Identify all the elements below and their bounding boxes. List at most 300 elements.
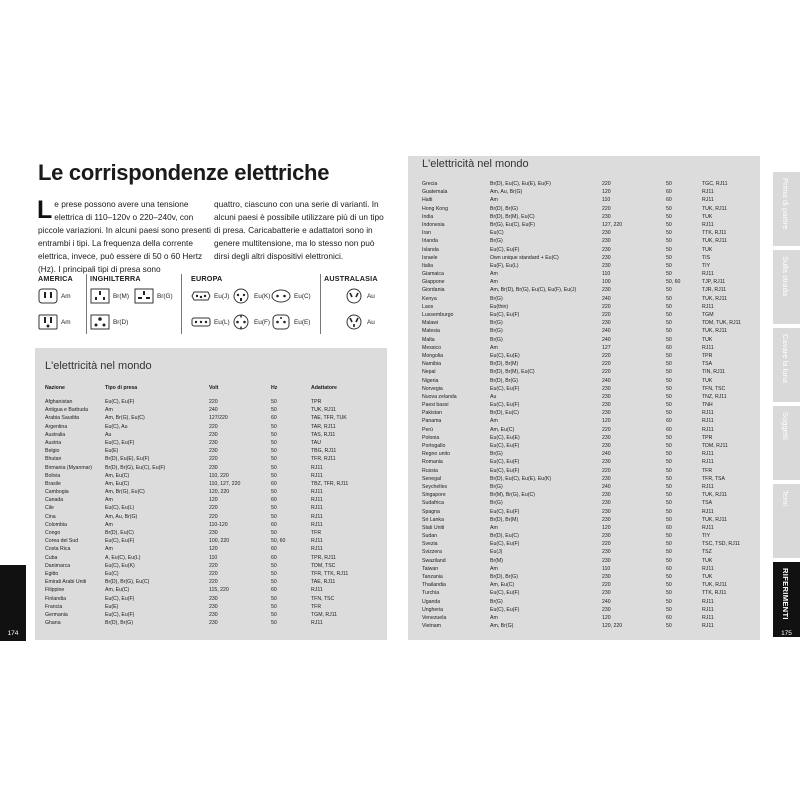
table-row bbox=[45, 472, 381, 480]
plug-australian bbox=[344, 288, 375, 304]
table-cell: TUK, RJ11 bbox=[702, 295, 727, 302]
table-cell: 50 bbox=[666, 459, 672, 466]
table-cell: 50 bbox=[666, 541, 672, 548]
table-cell: Finlandia bbox=[45, 595, 67, 602]
table-cell: TNZ, RJ11 bbox=[702, 393, 727, 400]
tab-label: Cavare la luna bbox=[781, 334, 790, 383]
table-cell: Own unique standard + Eu(C) bbox=[490, 254, 559, 261]
table-cell: RJ11 bbox=[702, 418, 714, 425]
table-row bbox=[422, 229, 756, 237]
table-cell: Haiti bbox=[422, 197, 433, 204]
table-cell: Nigeria bbox=[422, 377, 439, 384]
table-cell: Br(D), Br(G) bbox=[105, 620, 133, 627]
table-cell: 230 bbox=[602, 549, 611, 556]
table-cell: 50 bbox=[666, 271, 672, 278]
table-cell: 230 bbox=[602, 574, 611, 580]
table-cell: 60 bbox=[271, 497, 277, 504]
table-cell: TJR, RJ11 bbox=[702, 287, 727, 294]
table-cell: Arabia Saudita bbox=[45, 415, 80, 422]
table-cell: 50 bbox=[666, 590, 672, 597]
plug-euro-j bbox=[191, 288, 229, 304]
table-row bbox=[422, 589, 756, 597]
table-cell: 230 bbox=[602, 590, 611, 597]
table-cell: 120, 220 bbox=[602, 623, 623, 630]
table-cell: Venezuela bbox=[422, 614, 447, 621]
table-cell: 50 bbox=[666, 238, 672, 245]
table-cell: 240 bbox=[602, 483, 611, 490]
table-row bbox=[45, 603, 381, 611]
table-cell: 50, 60 bbox=[666, 279, 681, 286]
table-cell: 50 bbox=[666, 533, 672, 540]
table-row bbox=[45, 464, 381, 472]
table-cell: TTK, RJ11 bbox=[702, 230, 727, 237]
table-cell: 50 bbox=[666, 598, 672, 605]
table-cell: TUK bbox=[702, 213, 713, 220]
table-cell: Sudan bbox=[422, 533, 438, 540]
table-cell: Br(D), Eu(C) bbox=[105, 530, 134, 536]
table-cell: TAS, RJ11 bbox=[311, 431, 336, 438]
table-cell: 50 bbox=[271, 513, 277, 520]
table-cell: Eu(thin) bbox=[490, 303, 509, 310]
table-cell: 110, 220 bbox=[209, 472, 229, 479]
table-cell: 50, 60 bbox=[271, 538, 286, 545]
plug-american-icon bbox=[38, 288, 58, 304]
table-cell: TIY bbox=[702, 533, 711, 540]
table-cell: 60 bbox=[666, 189, 672, 196]
table-cell: Br(D), Eu(C), Eu(E), Eu(F) bbox=[490, 181, 551, 187]
table-row bbox=[422, 262, 756, 270]
electricity-table-left bbox=[35, 348, 387, 640]
plug-euro-f-icon bbox=[231, 314, 251, 330]
tab-riferimenti[interactable] bbox=[773, 562, 800, 632]
table-cell: Am, Eu(C) bbox=[490, 582, 515, 589]
table-cell: Belgio bbox=[45, 448, 60, 455]
table-cell: 220 bbox=[209, 562, 218, 569]
plug-label: Eu(K) bbox=[254, 292, 271, 300]
table-cell: 230 bbox=[602, 443, 611, 449]
table-row bbox=[422, 336, 756, 344]
table-title: L'elettricità nel mondo bbox=[45, 360, 152, 372]
table-cell: Br(G), Eu(C), Eu(F) bbox=[490, 221, 535, 228]
table-cell: TDM, RJ11 bbox=[702, 443, 728, 449]
table-cell: RJ11 bbox=[702, 614, 714, 621]
table-cell: Nepal bbox=[422, 369, 436, 376]
table-cell: 50 bbox=[666, 508, 672, 515]
table-cell: Eu(C), Eu(F) bbox=[490, 385, 520, 392]
table-cell: RJ11 bbox=[702, 508, 714, 515]
table-body bbox=[45, 384, 381, 627]
table-cell: 220 bbox=[602, 181, 611, 187]
table-cell: 115, 220 bbox=[209, 587, 229, 594]
table-cell: 220 bbox=[602, 352, 611, 359]
table-cell: Tanzania bbox=[422, 574, 443, 580]
table-cell: Islanda bbox=[422, 246, 439, 253]
table-cell: 50 bbox=[666, 492, 672, 499]
table-cell: 230 bbox=[602, 475, 611, 482]
table-cell: 230 bbox=[602, 230, 611, 237]
table-cell: Au bbox=[490, 393, 497, 400]
drop-cap: L bbox=[37, 196, 53, 224]
table-cell: Eu(C), Eu(F) bbox=[490, 402, 520, 409]
table-row bbox=[45, 595, 381, 603]
table-cell: 60 bbox=[271, 587, 277, 594]
table-cell: Am bbox=[490, 614, 498, 621]
table-row bbox=[422, 409, 756, 417]
table-row bbox=[422, 548, 756, 556]
table-cell: TJP, RJ11 bbox=[702, 279, 726, 286]
table-cell: Giordania bbox=[422, 287, 445, 294]
table-cell: RJ11 bbox=[311, 538, 323, 545]
table-cell: Eu(J) bbox=[490, 549, 503, 556]
table-cell: Eu(C) bbox=[105, 570, 119, 577]
table-cell: 50 bbox=[666, 410, 672, 417]
table-cell: Danimarca bbox=[45, 562, 71, 569]
plug-australian-grounded bbox=[344, 314, 375, 330]
plug-label: Au bbox=[367, 318, 375, 326]
table-row bbox=[422, 180, 756, 188]
table-title: L'elettricità nel mondo bbox=[422, 158, 529, 170]
table-cell: 50 bbox=[271, 489, 277, 496]
table-cell: 230 bbox=[209, 439, 218, 446]
region-divider bbox=[320, 274, 321, 334]
table-cell: Br(G) bbox=[490, 483, 503, 490]
table-cell: TSA bbox=[702, 361, 713, 368]
table-cell: 50 bbox=[271, 399, 277, 405]
table-cell: 60 bbox=[666, 524, 672, 531]
plug-euro-c bbox=[271, 288, 311, 304]
plug-label: Eu(E) bbox=[294, 318, 311, 326]
table-row bbox=[422, 581, 756, 589]
table-cell: 50 bbox=[271, 448, 277, 455]
table-cell: 220 bbox=[209, 570, 218, 577]
table-cell: 230 bbox=[602, 410, 611, 417]
table-cell: 60 bbox=[666, 426, 672, 433]
table-cell: 240 bbox=[602, 328, 611, 335]
table-cell: 120 bbox=[209, 497, 218, 504]
table-cell: Br(D), Eu(C), Eu(E), Eu(K) bbox=[490, 475, 552, 482]
table-cell: Am bbox=[105, 407, 113, 414]
table-row bbox=[45, 586, 381, 594]
table-cell: Ghana bbox=[45, 620, 61, 627]
table-cell: TAE, RJ11 bbox=[311, 579, 336, 586]
table-row bbox=[422, 221, 756, 229]
table-row bbox=[422, 622, 756, 630]
table-cell: Eu(F), Eu(L) bbox=[490, 262, 519, 269]
table-cell: Francia bbox=[45, 603, 63, 610]
table-row bbox=[422, 303, 756, 311]
table-cell: 50 bbox=[666, 606, 672, 613]
table-cell: RJ11 bbox=[311, 546, 323, 553]
table-row bbox=[45, 529, 381, 537]
table-row bbox=[422, 368, 756, 376]
table-cell: TFR, RJ11 bbox=[311, 456, 336, 463]
table-cell: Eu(C), Au bbox=[105, 423, 128, 430]
table-cell: Romania bbox=[422, 459, 443, 466]
table-cell: 60 bbox=[666, 344, 672, 351]
table-cell: Eu(C), Eu(E) bbox=[490, 434, 520, 441]
table-cell: Singapore bbox=[422, 492, 446, 499]
table-cell: Giappone bbox=[422, 279, 445, 286]
table-row bbox=[422, 614, 756, 622]
table-cell: 50 bbox=[666, 549, 672, 556]
table-cell: 230 bbox=[602, 320, 611, 327]
table-cell: Birmania (Myanmar) bbox=[45, 464, 92, 471]
table-cell: 220 bbox=[209, 423, 218, 430]
plug-label: Au bbox=[367, 292, 375, 300]
table-cell: RJ11 bbox=[702, 189, 714, 196]
table-row bbox=[422, 565, 756, 573]
table-cell: RJ11 bbox=[702, 221, 714, 228]
table-cell: Eu(C), Eu(F) bbox=[105, 595, 135, 602]
table-row bbox=[45, 414, 381, 422]
table-row bbox=[422, 557, 756, 565]
table-cell: Namibia bbox=[422, 361, 442, 368]
page-title: Le corrispondenze elettriche bbox=[38, 160, 330, 185]
table-cell: 50 bbox=[666, 500, 672, 507]
table-cell: Am bbox=[490, 524, 498, 531]
table-row bbox=[45, 521, 381, 529]
table-cell: 230 bbox=[602, 434, 611, 441]
table-cell: Cuba bbox=[45, 554, 58, 561]
table-row bbox=[45, 439, 381, 447]
plug-australian-icon bbox=[344, 288, 364, 304]
table-cell: TIY bbox=[702, 262, 711, 269]
table-cell: 60 bbox=[271, 480, 277, 487]
table-cell: 50 bbox=[666, 467, 672, 474]
table-cell: 230 bbox=[209, 611, 218, 618]
table-cell: Malesia bbox=[422, 328, 440, 335]
table-cell: 240 bbox=[602, 295, 611, 302]
table-header-row bbox=[45, 384, 381, 398]
plug-label: Eu(J) bbox=[214, 292, 230, 300]
table-cell: 110 bbox=[602, 565, 611, 572]
table-cell: Eu(C), Eu(F) bbox=[105, 538, 135, 545]
table-cell: 110 bbox=[209, 554, 218, 561]
table-row bbox=[45, 455, 381, 463]
table-cell: TBZ, TFR, RJ11 bbox=[311, 480, 349, 487]
tab-temi[interactable] bbox=[773, 484, 800, 558]
table-cell: 230 bbox=[602, 557, 611, 564]
intro-text-1: e prese possono avere una tensione elettrica di 110–120v o 220–240v, con piccole variazioni. In alcuni paesi sono presenti entrambi i tipi. La frequenza della corrente elettrica, invece, può essere di 50 o 60 Hertz (Hz). I principali tipi di presa sono bbox=[38, 199, 211, 274]
region-label: INGHILTERRA bbox=[90, 274, 141, 283]
table-row bbox=[422, 467, 756, 475]
table-cell: RJ11 bbox=[702, 426, 714, 433]
table-cell: RJ11 bbox=[311, 497, 323, 504]
table-row bbox=[45, 480, 381, 488]
table-row bbox=[45, 562, 381, 570]
table-cell: 50 bbox=[666, 213, 672, 220]
table-cell: 50 bbox=[666, 402, 672, 409]
table-cell: 240 bbox=[602, 336, 611, 343]
table-cell: Am, Au, Br(G) bbox=[105, 513, 138, 520]
table-row bbox=[422, 540, 756, 548]
table-cell: 230 bbox=[602, 508, 611, 515]
table-row bbox=[422, 254, 756, 262]
table-cell: 230 bbox=[602, 459, 611, 466]
table-cell: Ungheria bbox=[422, 606, 444, 613]
table-row bbox=[45, 578, 381, 586]
table-cell: 120 bbox=[209, 546, 218, 553]
table-row bbox=[422, 573, 756, 581]
table-cell: Br(D), Br(M), Eu(C) bbox=[490, 369, 535, 376]
table-cell: TAE, TFR, TUK bbox=[311, 415, 347, 422]
table-cell: 120 bbox=[602, 524, 611, 531]
table-cell: 50 bbox=[271, 562, 277, 569]
table-cell: 50 bbox=[666, 443, 672, 449]
table-cell: 50 bbox=[666, 254, 672, 261]
plug-british-d-icon bbox=[90, 314, 110, 330]
table-row bbox=[422, 598, 756, 606]
table-cell: TFN, TSC bbox=[702, 385, 726, 392]
plug-euro-l-icon bbox=[191, 314, 211, 330]
plug-label: Am bbox=[61, 292, 71, 300]
plug-american-grounded-icon bbox=[38, 314, 58, 330]
table-cell: 50 bbox=[666, 557, 672, 564]
table-cell: 220 bbox=[602, 541, 611, 548]
table-cell: Eu(E) bbox=[105, 448, 119, 455]
table-cell: RJ11 bbox=[702, 565, 714, 572]
table-row bbox=[45, 554, 381, 562]
table-cell: TUK, RJ11 bbox=[702, 205, 727, 212]
plug-euro-j-icon bbox=[191, 288, 211, 304]
table-row bbox=[422, 205, 756, 213]
table-cell: Eu(C), Eu(L) bbox=[105, 505, 135, 512]
table-cell: TPR bbox=[702, 434, 713, 441]
table-cell: 50 bbox=[666, 221, 672, 228]
table-cell: RJ11 bbox=[311, 472, 323, 479]
table-cell: Am, Eu(C) bbox=[105, 480, 130, 487]
table-cell: 60 bbox=[271, 415, 277, 422]
table-cell: 50 bbox=[666, 303, 672, 310]
table-cell: RJ11 bbox=[702, 606, 714, 613]
table-cell: 230 bbox=[602, 262, 611, 269]
table-cell: Eu(C), Eu(F) bbox=[490, 508, 520, 515]
table-row bbox=[422, 270, 756, 278]
table-cell: RJ11 bbox=[702, 197, 714, 204]
region-label: AMERICA bbox=[38, 274, 73, 283]
table-cell: Am bbox=[490, 197, 498, 204]
table-cell: TFN, TSC bbox=[311, 595, 335, 602]
table-cell: 50 bbox=[271, 611, 277, 618]
table-cell: Eu(C), Eu(F) bbox=[490, 443, 520, 449]
table-cell: TFR, TTK, RJ11 bbox=[311, 570, 349, 577]
table-cell: 230 bbox=[602, 213, 611, 220]
table-cell: Turchia bbox=[422, 590, 440, 597]
table-cell: Am bbox=[490, 279, 498, 286]
table-cell: TIN, RJ11 bbox=[702, 369, 725, 376]
tab-cavare-la-luna[interactable] bbox=[773, 328, 800, 402]
table-row bbox=[422, 319, 756, 327]
table-cell: Swaziland bbox=[422, 557, 446, 564]
table-cell: 220 bbox=[602, 303, 611, 310]
tab-label: Sulla strada bbox=[781, 256, 790, 297]
table-row bbox=[45, 545, 381, 553]
table-cell: 230 bbox=[602, 500, 611, 507]
table-cell: Indonesia bbox=[422, 221, 445, 228]
table-row bbox=[422, 606, 756, 614]
table-cell: TGM bbox=[702, 312, 714, 318]
tab-sulla-strada[interactable] bbox=[773, 250, 800, 324]
table-cell: 230 bbox=[602, 402, 611, 409]
table-cell: RJ11 bbox=[702, 303, 714, 310]
table-cell: 60 bbox=[666, 197, 672, 204]
table-cell: Stati Uniti bbox=[422, 524, 445, 531]
table-cell: Malta bbox=[422, 336, 435, 343]
plug-label: Eu(L) bbox=[214, 318, 230, 326]
table-cell: 220 bbox=[209, 399, 218, 405]
table-cell: 50 bbox=[666, 287, 672, 294]
tab-soggetti[interactable] bbox=[773, 406, 800, 480]
table-cell: Eu(C) bbox=[490, 230, 504, 237]
table-cell: Eu(E) bbox=[105, 603, 119, 610]
table-cell: TUK bbox=[702, 557, 713, 564]
table-cell: RJ11 bbox=[702, 344, 714, 351]
table-cell: Corea del Sud bbox=[45, 538, 79, 545]
table-cell: 120, 220 bbox=[209, 489, 230, 496]
table-cell: Br(D), Br(G), Eu(C), Eu(F) bbox=[105, 464, 166, 471]
table-cell: 60 bbox=[271, 521, 277, 528]
table-cell: TPR, RJ11 bbox=[311, 554, 336, 561]
table-cell: Italia bbox=[422, 262, 433, 269]
table-header-cell: Adattatore bbox=[311, 385, 337, 391]
table-cell: Afghanistan bbox=[45, 399, 73, 405]
table-cell: Argentina bbox=[45, 423, 68, 430]
plug-label: Br(M) bbox=[113, 292, 129, 300]
table-cell: 50 bbox=[271, 579, 277, 586]
table-cell: Br(D), Br(G) bbox=[490, 205, 518, 212]
table-cell: Eu(C), Eu(F) bbox=[490, 590, 520, 597]
intro-text-2: quattro, ciascuno con una serie di varianti. In alcuni paesi è possibile utilizzare più di un tipo di presa. Caricabatterie e adattatori sono in genere multitensione, ma lo stesso non può dirsi degli altri dispositivi elettronici. bbox=[214, 199, 384, 261]
table-cell: 230 bbox=[209, 464, 218, 471]
table-row bbox=[422, 524, 756, 532]
table-row bbox=[422, 295, 756, 303]
table-cell: Thailandia bbox=[422, 582, 446, 589]
table-cell: 50 bbox=[271, 439, 277, 446]
region-label: AUSTRALASIA bbox=[324, 274, 378, 283]
table-cell: Vietnam bbox=[422, 623, 441, 630]
table-cell: 60 bbox=[666, 614, 672, 621]
table-row bbox=[422, 458, 756, 466]
table-row bbox=[45, 431, 381, 439]
table-cell: TSC, TSD, RJ11 bbox=[702, 541, 741, 548]
table-row bbox=[45, 488, 381, 496]
table-cell: 50 bbox=[666, 328, 672, 335]
table-cell: RJ11 bbox=[702, 524, 714, 531]
table-row bbox=[45, 447, 381, 455]
table-cell: 50 bbox=[666, 377, 672, 384]
table-cell: Congo bbox=[45, 530, 61, 536]
table-cell: 230 bbox=[602, 533, 611, 540]
table-cell: RJ11 bbox=[311, 587, 323, 594]
table-cell: 50 bbox=[666, 623, 672, 630]
table-cell: Filippine bbox=[45, 587, 65, 594]
table-cell: RJ11 bbox=[311, 513, 323, 520]
electricity-table-right bbox=[408, 156, 760, 640]
table-cell: TUK, RJ11 bbox=[702, 492, 727, 499]
table-cell: 230 bbox=[209, 431, 218, 438]
table-cell: RJ11 bbox=[311, 489, 323, 496]
table-cell: Svezia bbox=[422, 541, 438, 548]
table-cell: TDM, TSC bbox=[311, 562, 336, 569]
tab-prima-di-partire[interactable] bbox=[773, 172, 800, 246]
plug-euro-e bbox=[271, 314, 310, 330]
table-cell: Bhutan bbox=[45, 456, 62, 463]
table-cell: Br(D), Br(G), Eu(C) bbox=[105, 579, 150, 586]
table-cell: TPR bbox=[311, 399, 322, 405]
table-cell: 220 bbox=[602, 426, 611, 433]
table-cell: 50 bbox=[271, 407, 277, 414]
table-cell: 50 bbox=[271, 431, 277, 438]
